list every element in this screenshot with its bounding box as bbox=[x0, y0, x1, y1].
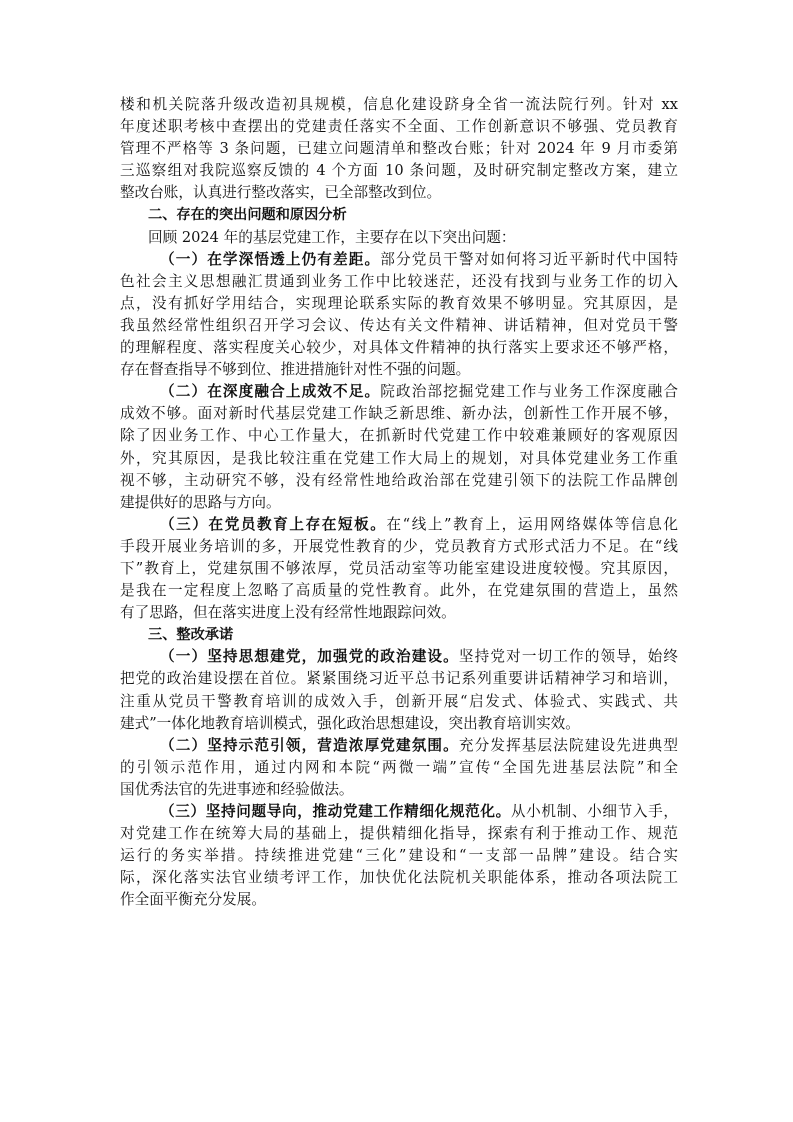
paragraph-line: 成效不够。面对新时代基层党建工作缺乏新思维、新办法，创新性工作开展不够， bbox=[120, 405, 678, 423]
paragraph-line: 除了因业务工作、中心工作量大，在抓新时代党建工作中较难兼顾好的客观原因 bbox=[120, 427, 678, 445]
paragraph-line: 手段开展业务培训的多，开展党性教育的少，党员教育方式形式活力不足。在“线 bbox=[120, 537, 678, 555]
paragraph-text: 充分发挥基层法院建设先进典型 bbox=[458, 736, 678, 754]
paragraph-line: 对党建工作在统筹大局的基础上，提供精细化指导，探索有利于推动工作、规范 bbox=[120, 825, 678, 843]
paragraph-line: 有了思路，但在落实进度上没有经常性地跟踪问效。 bbox=[120, 604, 456, 622]
subsection-lead: （一）坚持思想建党，加强党的政治建设。 bbox=[160, 648, 459, 666]
paragraph-line: 国优秀法官的先进事迹和经验做法。 bbox=[120, 780, 354, 798]
paragraph-line: 的引领示范作用，通过内网和本院“两微一端”宣传“全国先进基层法院”和全 bbox=[120, 758, 678, 776]
paragraph-text: 从小机制、小细节入手， bbox=[510, 803, 678, 820]
paragraph-line: 点，没有抓好学用结合，实现理论联系实际的教育效果不够明显。究其原因，是 bbox=[120, 294, 678, 312]
subsection-lead: （二）坚持示范引领，营造浓厚党建氛围。 bbox=[160, 736, 459, 754]
paragraph-line: 三巡察组对我院巡察反馈的 4 个方面 10 条问题，及时研究制定整改方案，建立 bbox=[120, 162, 678, 180]
paragraph-line: 存在督查指导不够到位、推进措施针对性不强的问题。 bbox=[120, 361, 471, 379]
paragraph-line bbox=[120, 381, 678, 403]
paragraph-line: 视不够，主动研究不够，没有经常性地给政治部在党建引领下的法院工作品牌创 bbox=[120, 471, 678, 489]
paragraph-line: 下”教育上，党建氛围不够浓厚，党员活动室等功能室建设进度较慢。究其原因， bbox=[120, 559, 678, 577]
section-heading: 二、存在的突出问题和原因分析 bbox=[148, 207, 347, 224]
paragraph-line: 建式”一体化地教育培训模式，强化政治思想建设，突出教育培训实效。 bbox=[120, 714, 580, 732]
subsection-lead: （一）在学深悟透上仍有差距。 bbox=[160, 250, 381, 268]
paragraph-text: 坚持党对一切工作的领导，始终 bbox=[458, 648, 678, 666]
paragraph-line: 我虽然经常性组织召开学习会议、传达有关文件精神、讲话精神，但对党员干警 bbox=[120, 316, 678, 334]
section-heading: 三、整改承诺 bbox=[148, 627, 234, 644]
paragraph-line: 注重从党员干警教育培训的成效入手，创新开展“启发式、体验式、实践式、共 bbox=[120, 692, 678, 710]
subsection-lead: （三）在党员教育上存在短板。 bbox=[160, 515, 387, 533]
paragraph-line: 色社会主义思想融汇贯通到业务工作中比较迷茫，还没有找到与业务工作的切入 bbox=[120, 272, 678, 290]
paragraph-line bbox=[120, 646, 678, 668]
paragraph-line bbox=[120, 735, 678, 757]
paragraph-line: 管理不严格等 3 条问题，已建立问题清单和整改台账；针对 2024 年 9 月市委第 bbox=[120, 140, 678, 158]
paragraph-line bbox=[120, 801, 678, 823]
paragraph-line: 回顾 2024 年的基层党建工作，主要存在以下突出问题： bbox=[148, 228, 516, 246]
document-page bbox=[120, 94, 678, 911]
paragraph-line bbox=[120, 249, 678, 271]
subsection-lead: （三）坚持问题导向，推动党建工作精细化规范化。 bbox=[160, 803, 511, 820]
paragraph-line: 是我在一定程度上忽略了高质量的党性教育。此外，在党建氛围的营造上，虽然 bbox=[120, 582, 678, 600]
paragraph-line: 际，深化落实法官业绩考评工作，加快优化法院机关职能体系，推动各项法院工 bbox=[120, 869, 678, 887]
paragraph-text: 部分党员干警对如何将习近平新时代中国特 bbox=[380, 250, 678, 268]
paragraph-line bbox=[120, 514, 678, 536]
paragraph-line: 的理解程度、落实程度关心较少，对具体文件精神的执行落实上要求还不够严格， bbox=[120, 339, 678, 357]
paragraph-text: 院政治部挖掘党建工作与业务工作深度融合 bbox=[380, 383, 678, 401]
paragraph-line: 楼和机关院落升级改造初具规模，信息化建设跻身全省一流法院行列。针对 xx bbox=[120, 96, 678, 113]
paragraph-text: 在“线上”教育上，运用网络媒体等信息化 bbox=[386, 515, 678, 533]
paragraph-line: 年度述职考核中查摆出的党建责任落实不全面、工作创新意识不够强、党员教育 bbox=[120, 118, 678, 136]
paragraph-line: 把党的政治建设摆在首位。紧紧围绕习近平总书记系列重要讲话精神学习和培训， bbox=[120, 670, 678, 688]
paragraph-line: 整改台账，认真进行整改落实，已全部整改到位。 bbox=[120, 184, 442, 202]
subsection-lead: （二）在深度融合上成效不足。 bbox=[160, 383, 381, 401]
paragraph-line: 运行的务实举措。持续推进党建“三化”建设和“一支部一品牌”建设。结合实 bbox=[120, 847, 678, 865]
paragraph-line: 作全面平衡充分发展。 bbox=[120, 891, 266, 909]
paragraph-line: 建提供好的思路与方向。 bbox=[120, 493, 281, 511]
paragraph-line: 外，究其原因，是我比较注重在党建工作大局上的规划，对具体党建业务工作重 bbox=[120, 449, 678, 467]
